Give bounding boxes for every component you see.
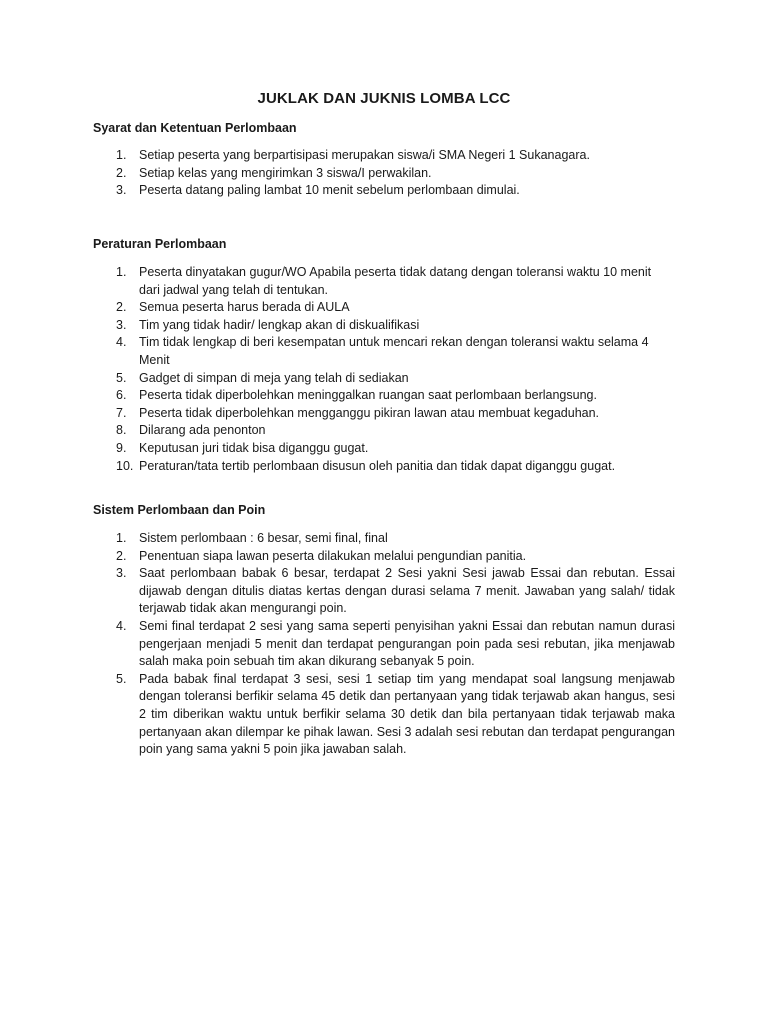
list-item: 8. Dilarang ada penonton [116, 423, 266, 438]
list-item: 2. Setiap kelas yang mengirimkan 3 siswa/I perwakilan. [116, 165, 432, 180]
list-item: 9. Keputusan juri tidak bisa diganggu gugat. [116, 440, 369, 455]
list-item: 3. Saat perlombaan babak 6 besar, terdapat 2 Sesi yakni Sesi jawab Essai dan rebutan. Essai dijawab dengan ditulis diatas kertas dengan durasi selama 7 menit. Jawaban yang salah/ tidak terjawab tidak akan mengurangi poin. [116, 566, 675, 616]
list-item: 5. Pada babak final terdapat 3 sesi, sesi 1 setiap tim yang mendapat soal langsung menjawab dengan toleransi berfikir selama 45 detik dan pertanyaan yang tidak terjawab akan hangus, sesi 2 tim diberikan waktu untuk berfikir selama 30 detik dan bila pertanyaan tidak terjawab maka pertanyaan akan dilempar ke pihak lawan. Sesi 3 adalah sesi rebutan dan terdapat pengurangan poin yang sama yakni 5 poin jika jawaban salah. [116, 671, 675, 757]
list-item: 4. Semi final terdapat 2 sesi yang sama seperti penyisihan yakni Essai dan rebutan namun durasi pengerjaan menjadi 5 menit dan terdapat pengurangan poin pada sesi rebutan, jika menjawab salah maka poin sebuah tim akan dikurang sebanyak 5 poin. [116, 618, 675, 669]
list-item: 1. Setiap peserta yang berpartisipasi merupakan siswa/i SMA Negeri 1 Sukanagara. [116, 148, 590, 162]
list-sistem [93, 530, 675, 759]
section-heading-sistem: Sistem Perlombaan dan Poin [93, 503, 266, 517]
list-syarat [93, 147, 675, 200]
document-title: JUKLAK DAN JUKNIS LOMBA LCC [257, 90, 511, 107]
list-item: 3. Peserta datang paling lambat 10 menit sebelum perlombaan dimulai. [116, 183, 520, 198]
list-item: 1. Peserta dinyatakan gugur/WO Apabila peserta tidak datang dengan toleransi waktu 10 menit dari jadwal yang telah di tentukan. [116, 265, 652, 297]
section-heading-syarat: Syarat dan Ketentuan Perlombaan [93, 121, 297, 135]
list-item: 2. Semua peserta harus berada di AULA [116, 300, 350, 315]
list-item: 5. Gadget di simpan di meja yang telah di sediakan [116, 370, 409, 385]
list-item: 10. Peraturan/tata tertib perlombaan disusun oleh panitia dan tidak dapat diganggu gugat. [116, 458, 616, 473]
list-item: 7. Peserta tidak diperbolehkan mengganggu pikiran lawan atau membuat kegaduhan. [116, 405, 600, 420]
list-peraturan [93, 264, 675, 475]
list-item: 4. Tim tidak lengkap di beri kesempatan untuk mencari rekan dengan toleransi waktu selama 4 Menit [116, 335, 649, 367]
section-heading-peraturan: Peraturan Perlombaan [93, 237, 227, 251]
list-item: 2. Penentuan siapa lawan peserta dilakukan melalui pengundian panitia. [116, 548, 527, 563]
list-item: 6. Peserta tidak diperbolehkan meninggalkan ruangan saat perlombaan berlangsung. [116, 388, 597, 403]
list-item: 3. Tim yang tidak hadir/ lengkap akan di diskualifikasi [116, 317, 420, 332]
list-item: 1. Sistem perlombaan : 6 besar, semi final, final [116, 531, 388, 545]
